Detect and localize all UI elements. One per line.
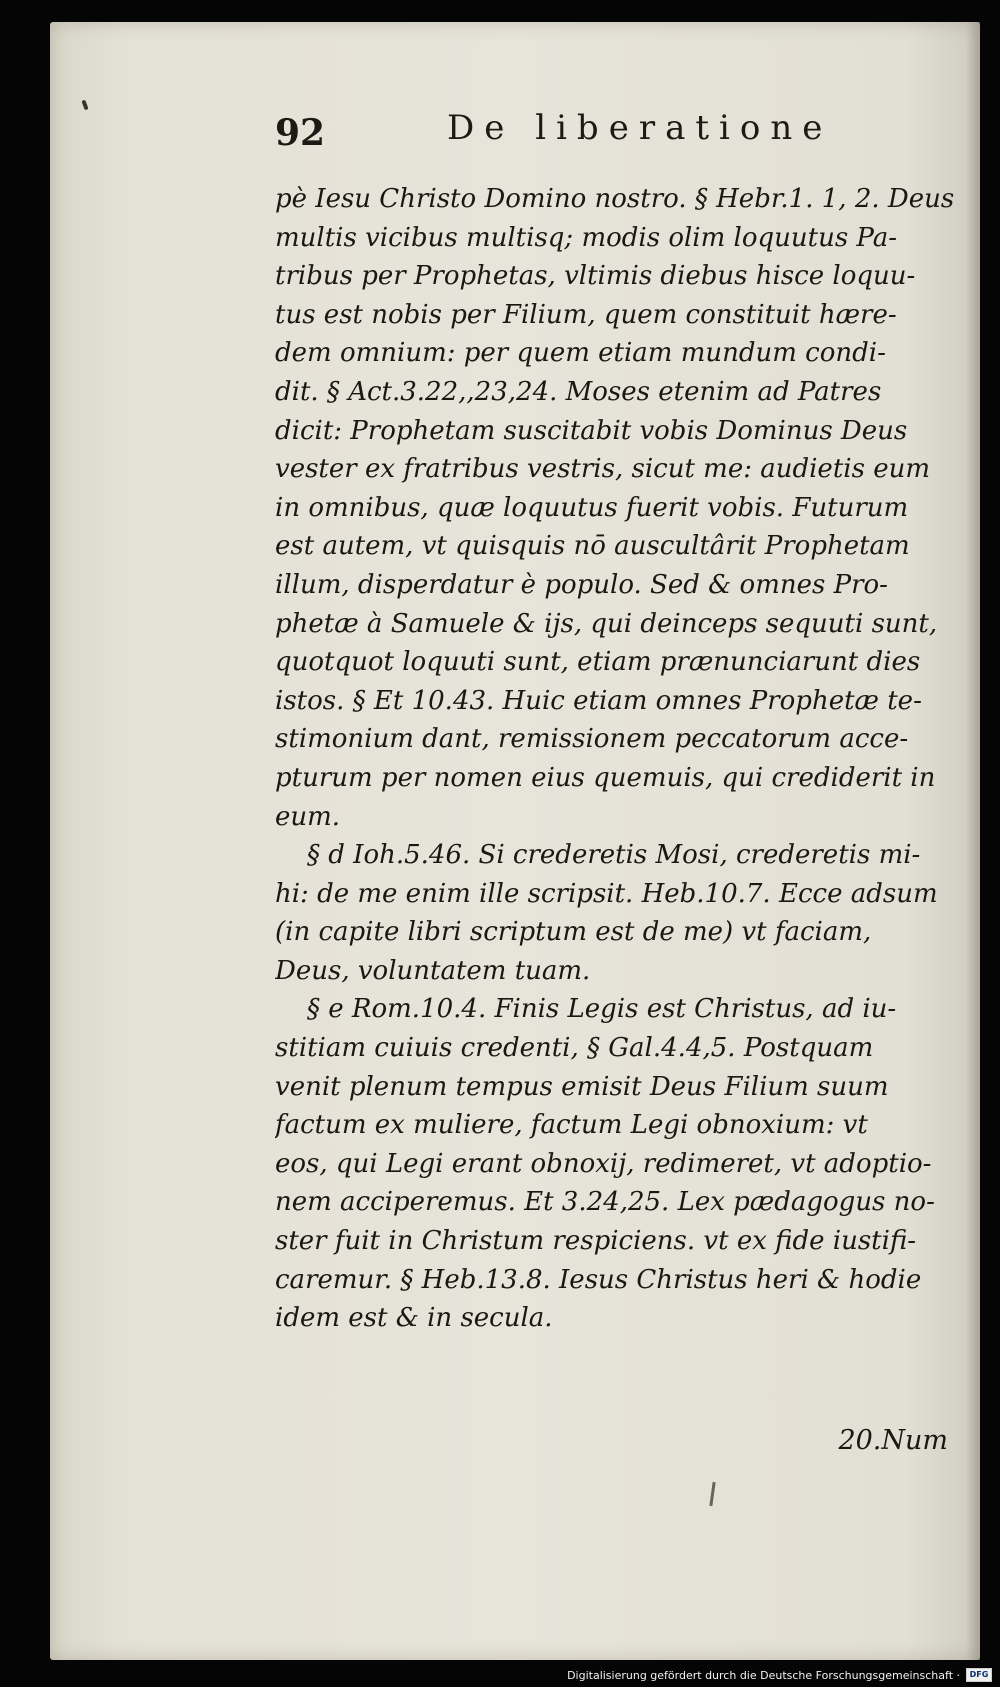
stray-ink-mark [709,1482,715,1506]
dfg-logo: DFG [966,1668,992,1682]
text-line: phetæ à Samuele & ijs, qui deinceps sequuti sunt, [275,608,938,639]
text-line: caremur. § Heb.13.8. Iesus Christus heri & hodie [275,1264,922,1295]
catchword: 20.Num [838,1425,948,1456]
text-line: eos, qui Legi erant obnoxij, redimeret, vt adoptio- [275,1148,932,1179]
text-line: factum ex muliere, factum Legi obnoxium: vt [275,1110,868,1141]
text-line: hi: de me enim ille scripsit. Heb.10.7. Ecce adsum [275,878,938,909]
text-line: dit. § Act.3.22,,23,24. Moses etenim ad Patres [275,376,882,407]
margin-ink-mark [81,100,88,111]
text-line: tribus per Prophetas, vltimis diebus hisce loquu- [275,261,916,292]
text-line: multis vicibus multisq; modis olim loquutus Pa- [275,222,898,253]
text-line: nem acciperemus. Et 3.24,25. Lex pædagogus no- [275,1187,935,1218]
text-line: stimonium dant, remissionem peccatorum acce- [275,724,909,755]
text-line: eum. [275,801,341,832]
text-line: istos. § Et 10.43. Huic etiam omnes Prophetæ te- [275,685,922,716]
text-line: § d Ioh.5.46. Si crederetis Mosi, crederetis mi- [307,840,921,871]
text-line: venit plenum tempus emisit Deus Filium suum [275,1071,889,1102]
text-line: est autem, vt quisquis nō auscultârit Prophetam [275,531,910,562]
running-head [275,108,975,168]
page-number: 92 [275,112,326,154]
text-line: pè Iesu Christo Domino nostro. § Hebr.1. 1, 2. Deus [275,184,955,214]
text-line: dicit: Prophetam suscitabit vobis Dominus Deus [275,415,908,446]
text-line: vester ex fratribus vestris, sicut me: audietis eum [275,454,930,485]
text-line: ster fuit in Christum respiciens. vt ex fide iustifi- [275,1226,917,1257]
text-line: (in capite libri scriptum est de me) vt faciam, [275,917,872,948]
text-line: illum, disperdatur è populo. Sed & omnes Pro- [275,569,888,600]
page-edge-shadow [966,22,980,1660]
text-line: dem omnium: per quem etiam mundum condi- [275,338,886,369]
text-line: pturum per nomen eius quemuis, qui crediderit in [275,762,936,793]
running-title: De liberatione [447,108,833,148]
text-line: stitiam cuiuis credenti, § Gal.4.4,5. Postquam [275,1033,874,1064]
body-text [275,180,955,1338]
text-line: quotquot loquuti sunt, etiam prænunciarunt dies [275,647,921,678]
text-line: Deus, voluntatem tuam. [275,955,591,986]
credit-text: Digitalisierung gefördert durch die Deutsche Forschungsgemeinschaft · [567,1668,960,1682]
text-line: § e Rom.10.4. Finis Legis est Christus, ad iu- [307,994,897,1025]
digitization-credit [567,1665,992,1685]
text-line: in omnibus, quæ loquutus fuerit vobis. Futurum [275,492,909,523]
text-line: idem est & in secula. [275,1303,553,1334]
text-line: tus est nobis per Filium, quem constituit hære- [275,299,897,330]
book-page [50,22,980,1660]
